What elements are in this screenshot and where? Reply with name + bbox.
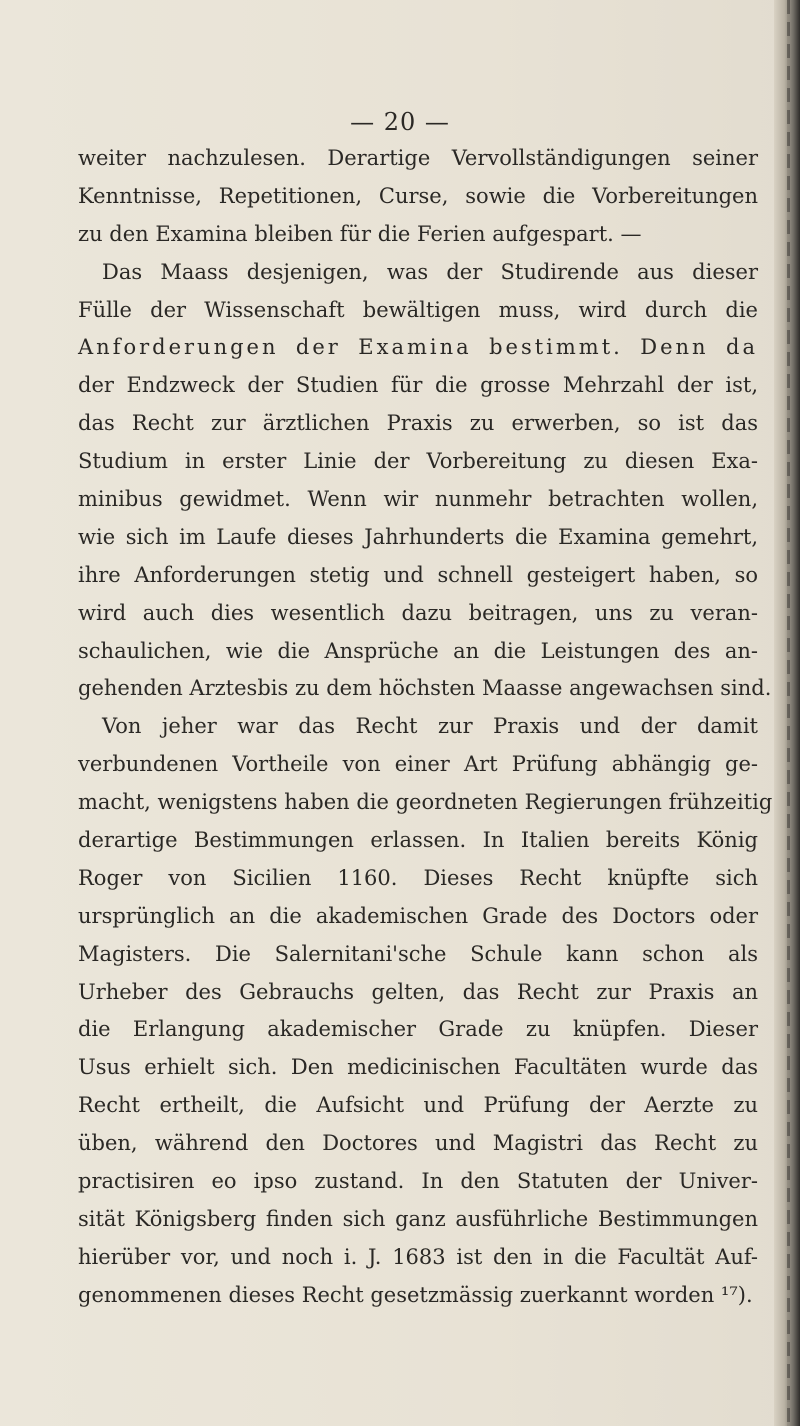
text-line: Magisters. Die Salernitani'sche Schule kann schon als <box>78 941 758 966</box>
text-line: Studium in erster Linie der Vorbereitung zu diesen Exa- <box>78 449 758 474</box>
text-line: Das Maass desjenigen, was der Studirende aus dieser <box>102 259 758 284</box>
text-line: Roger von Sicilien 1160. Dieses Recht knüpfte sich <box>78 865 758 890</box>
text-line: zu den Examina bleiben für die Ferien aufgespart. — <box>78 221 642 246</box>
text-line: sität Königsberg finden sich ganz ausführliche Bestimmungen <box>78 1206 758 1231</box>
page-number: — 20 — <box>350 108 450 136</box>
text-line: weiter nachzulesen. Derartige Vervollständigungen seiner <box>78 146 758 170</box>
text-line: verbundenen Vortheile von einer Art Prüfung abhängig ge- <box>78 752 758 777</box>
text-line: der Endzweck der Studien für die grosse Mehrzahl der ist, <box>78 373 758 398</box>
text-line: wird auch dies wesentlich dazu beitragen, uns zu veran- <box>78 600 758 625</box>
text-line: Recht ertheilt, die Aufsicht und Prüfung der Aerzte zu <box>78 1093 758 1118</box>
text-line: ihre Anforderungen stetig und schnell gesteigert haben, so <box>78 562 758 587</box>
text-line: üben, während den Doctores und Magistri das Recht zu <box>78 1131 758 1156</box>
text-line: Kenntnisse, Repetitionen, Curse, sowie die Vorbereitungen <box>78 183 758 208</box>
text-line: schaulichen, wie die Ansprüche an die Leistungen des an- <box>78 638 758 663</box>
text-line: ursprünglich an die akademischen Grade des Doctors oder <box>78 903 758 928</box>
text-line: minibus gewidmet. Wenn wir nunmehr betrachten wollen, <box>78 487 758 512</box>
text-line: Fülle der Wissenschaft bewältigen muss, wird durch die <box>78 297 758 322</box>
page-gutter-shadow <box>774 0 800 1426</box>
text-line: Usus erhielt sich. Den medicinischen Facultäten wurde das <box>78 1055 758 1080</box>
body-text <box>78 140 773 1315</box>
text-line: Anforderungen der Examina bestimmt. Denn da <box>78 335 758 360</box>
text-line: genommenen dieses Recht gesetzmässig zuerkannt worden ¹⁷). <box>78 1282 753 1307</box>
binding-edge <box>787 0 790 1426</box>
text-line: wie sich im Laufe dieses Jahrhunderts die Examina gemehrt, <box>78 524 758 549</box>
text-line: macht, wenigstens haben die geordneten Regierungen frühzeitig <box>78 790 773 815</box>
text-line: Urheber des Gebrauchs gelten, das Recht zur Praxis an <box>78 979 758 1004</box>
text-line: practisiren eo ipso zustand. In den Statuten der Univer- <box>78 1169 758 1194</box>
text-line: Von jeher war das Recht zur Praxis und der damit <box>102 714 758 739</box>
text-line: derartige Bestimmungen erlassen. In Italien bereits König <box>78 828 758 853</box>
text-line: das Recht zur ärztlichen Praxis zu erwerben, so ist das <box>78 411 758 436</box>
text-line: die Erlangung akademischer Grade zu knüpfen. Dieser <box>78 1017 758 1042</box>
text-line: gehenden Arztesbis zu dem höchsten Maasse angewachsen sind. <box>78 676 772 701</box>
text-line: hierüber vor, und noch i. J. 1683 ist den in die Facultät Auf- <box>78 1244 758 1269</box>
